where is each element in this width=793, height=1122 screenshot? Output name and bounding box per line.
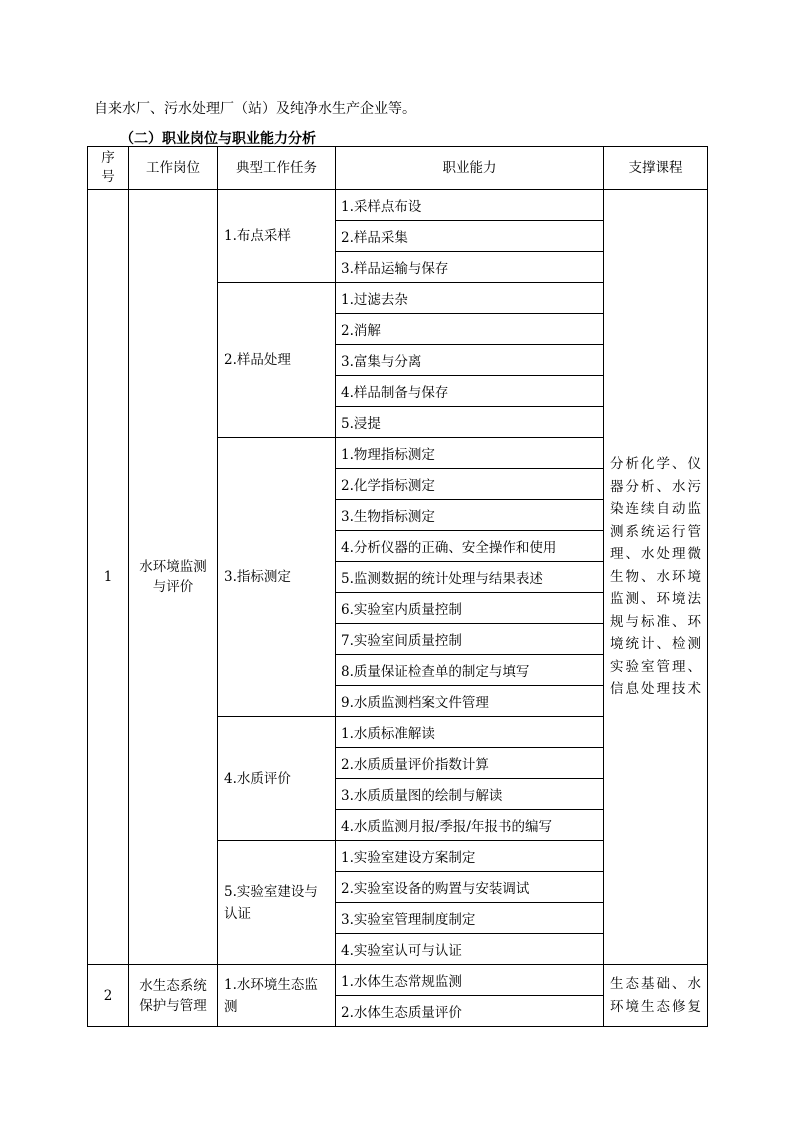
typical-task: 3.指标测定 bbox=[218, 438, 336, 717]
ability-item: 2.水体生态质量评价 bbox=[336, 996, 604, 1027]
header-course: 支撑课程 bbox=[604, 147, 708, 190]
ability-item: 3.实验室管理制度制定 bbox=[336, 903, 604, 934]
ability-item: 5.监测数据的统计处理与结果表述 bbox=[336, 562, 604, 593]
row-index: 1 bbox=[88, 190, 129, 965]
intro-text: 自来水厂、污水处理厂（站）及纯净水生产企业等。 bbox=[94, 101, 416, 117]
ability-item: 8.质量保证检查单的制定与填写 bbox=[336, 655, 604, 686]
ability-item: 1.物理指标测定 bbox=[336, 438, 604, 469]
ability-item: 3.富集与分离 bbox=[336, 345, 604, 376]
ability-item: 1.水体生态常规监测 bbox=[336, 965, 604, 996]
typical-task: 2.样品处理 bbox=[218, 283, 336, 438]
table-row bbox=[88, 190, 708, 221]
typical-task: 5.实验室建设与认证 bbox=[218, 841, 336, 965]
table-header-row bbox=[88, 147, 708, 190]
typical-task: 4.水质评价 bbox=[218, 717, 336, 841]
support-course: 分析化学、仪器分析、水污染连续自动监测系统运行管理、水处理微生物、水环境监测、环境法规与标准、环境统计、检测实验室管理、信息处理技术 bbox=[604, 190, 708, 965]
ability-item: 4.分析仪器的正确、安全操作和使用 bbox=[336, 531, 604, 562]
ability-item: 3.生物指标测定 bbox=[336, 500, 604, 531]
header-index-line1: 序 bbox=[101, 150, 115, 166]
work-position: 水生态系统保护与管理 bbox=[129, 965, 218, 1027]
header-ability: 职业能力 bbox=[336, 147, 604, 190]
ability-item: 1.过滤去杂 bbox=[336, 283, 604, 314]
ability-item: 4.实验室认可与认证 bbox=[336, 934, 604, 965]
ability-item: 7.实验室间质量控制 bbox=[336, 624, 604, 655]
ability-item: 9.水质监测档案文件管理 bbox=[336, 686, 604, 717]
header-position: 工作岗位 bbox=[129, 147, 218, 190]
ability-item: 2.实验室设备的购置与安装调试 bbox=[336, 872, 604, 903]
ability-item: 2.水质质量评价指数计算 bbox=[336, 748, 604, 779]
header-index bbox=[88, 147, 129, 190]
ability-item: 3.样品运输与保存 bbox=[336, 252, 604, 283]
work-position: 水环境监测与评价 bbox=[129, 190, 218, 965]
table-row bbox=[88, 965, 708, 996]
ability-item: 1.采样点布设 bbox=[336, 190, 604, 221]
row-index: 2 bbox=[88, 965, 129, 1027]
table-body bbox=[88, 190, 708, 1027]
ability-item: 1.实验室建设方案制定 bbox=[336, 841, 604, 872]
ability-item: 2.化学指标测定 bbox=[336, 469, 604, 500]
ability-item: 4.样品制备与保存 bbox=[336, 376, 604, 407]
ability-item: 2.消解 bbox=[336, 314, 604, 345]
header-index-line2: 号 bbox=[101, 169, 115, 185]
ability-item: 4.水质监测月报/季报/年报书的编写 bbox=[336, 810, 604, 841]
ability-item: 2.样品采集 bbox=[336, 221, 604, 252]
typical-task: 1.水环境生态监测 bbox=[218, 965, 336, 1027]
typical-task: 1.布点采样 bbox=[218, 190, 336, 283]
support-course: 生态基础、水环境生态修复 bbox=[604, 965, 708, 1027]
header-task: 典型工作任务 bbox=[218, 147, 336, 190]
ability-table bbox=[87, 146, 708, 1027]
ability-item: 6.实验室内质量控制 bbox=[336, 593, 604, 624]
ability-item: 5.浸提 bbox=[336, 407, 604, 438]
section-heading: （二）职业岗位与职业能力分析 bbox=[120, 131, 316, 147]
ability-item: 3.水质质量图的绘制与解读 bbox=[336, 779, 604, 810]
ability-item: 1.水质标准解读 bbox=[336, 717, 604, 748]
